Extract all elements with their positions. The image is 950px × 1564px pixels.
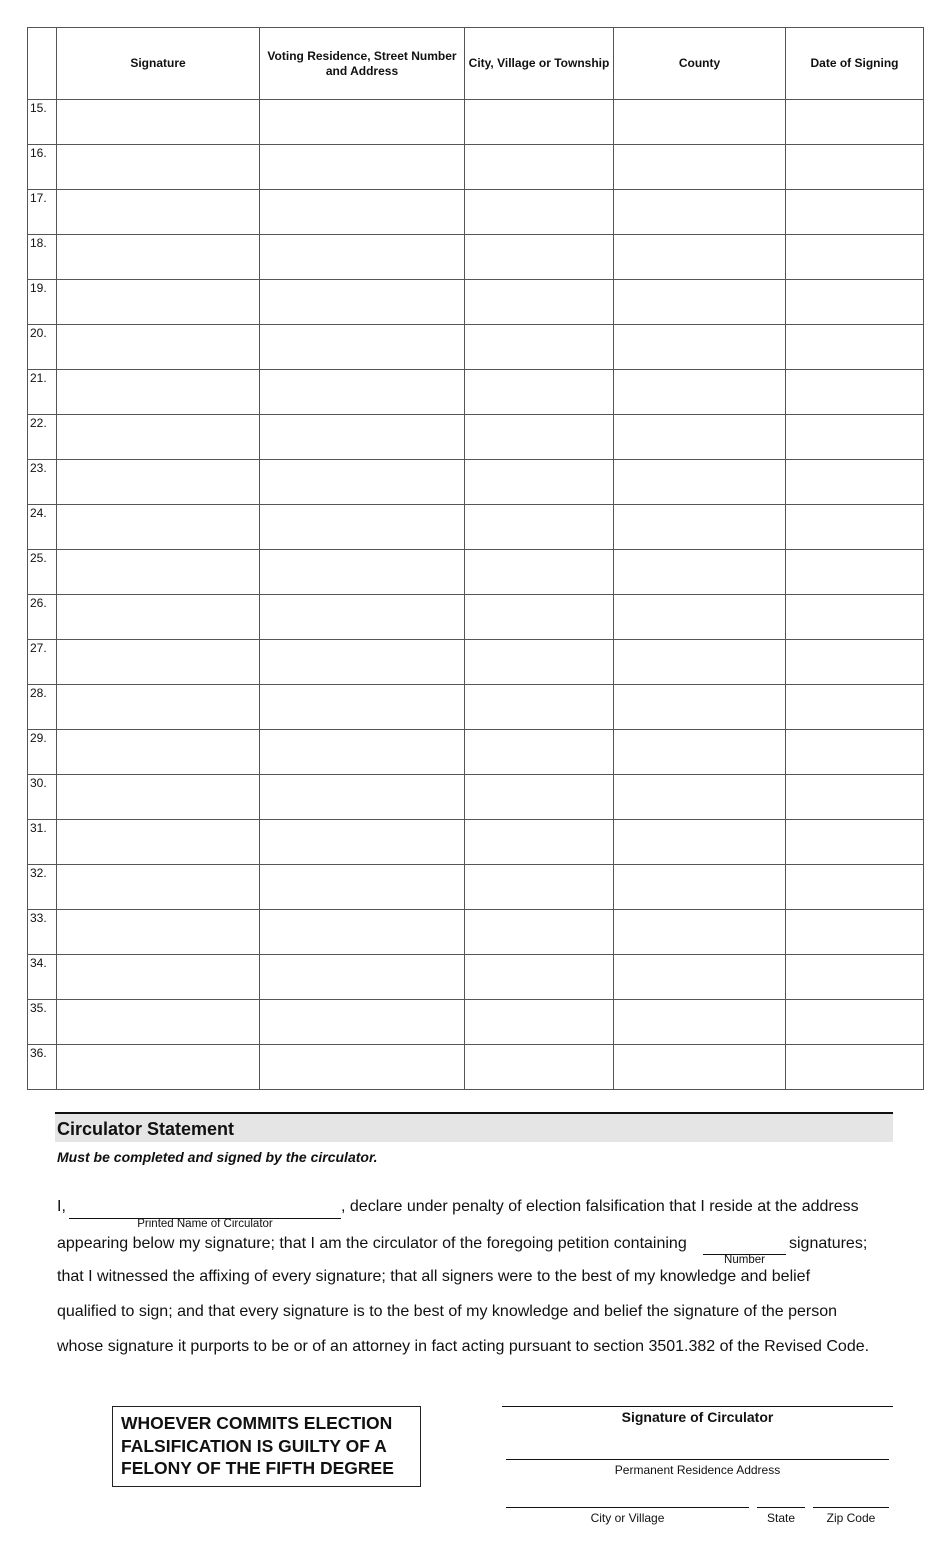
row-number: 25. <box>28 550 57 595</box>
county-cell[interactable] <box>614 1000 786 1045</box>
row-number: 23. <box>28 460 57 505</box>
county-cell[interactable] <box>614 595 786 640</box>
signature-cell[interactable] <box>57 775 260 820</box>
table-row <box>28 730 924 775</box>
date-of-signing-cell[interactable] <box>786 280 924 325</box>
signature-cell[interactable] <box>57 325 260 370</box>
city-village-township-cell[interactable] <box>465 145 614 190</box>
voting-residence-cell[interactable] <box>260 145 465 190</box>
date-of-signing-cell[interactable] <box>786 955 924 1000</box>
voting-residence-cell[interactable] <box>260 1000 465 1045</box>
city-village-township-cell[interactable] <box>465 640 614 685</box>
row-number: 35. <box>28 1000 57 1045</box>
table-row <box>28 550 924 595</box>
circulator-signature-line[interactable] <box>502 1406 893 1407</box>
signature-cell[interactable] <box>57 595 260 640</box>
city-village-township-cell[interactable] <box>465 1000 614 1045</box>
signature-cell[interactable] <box>57 370 260 415</box>
voting-residence-cell[interactable] <box>260 685 465 730</box>
table-row <box>28 955 924 1000</box>
county-cell[interactable] <box>614 1045 786 1090</box>
date-of-signing-cell[interactable] <box>786 235 924 280</box>
signature-cell[interactable] <box>57 280 260 325</box>
city-village-township-cell[interactable] <box>465 775 614 820</box>
row-number: 16. <box>28 145 57 190</box>
row-number: 27. <box>28 640 57 685</box>
voting-residence-cell[interactable] <box>260 325 465 370</box>
signature-cell[interactable] <box>57 640 260 685</box>
voting-residence-cell[interactable] <box>260 865 465 910</box>
row-number: 34. <box>28 955 57 1000</box>
circulator-statement-section <box>55 1112 893 1165</box>
row-number: 15. <box>28 100 57 145</box>
voting-residence-cell[interactable] <box>260 820 465 865</box>
table-row <box>28 370 924 415</box>
city-village-township-cell[interactable] <box>465 550 614 595</box>
date-of-signing-cell[interactable] <box>786 820 924 865</box>
signature-cell[interactable] <box>57 100 260 145</box>
date-of-signing-cell[interactable] <box>786 145 924 190</box>
signature-cell[interactable] <box>57 1045 260 1090</box>
signature-cell[interactable] <box>57 190 260 235</box>
city-village-township-cell[interactable] <box>465 685 614 730</box>
county-cell[interactable] <box>614 955 786 1000</box>
signature-cell[interactable] <box>57 685 260 730</box>
state-label: State <box>766 1511 796 1525</box>
city-village-township-cell[interactable] <box>465 730 614 775</box>
header-county: County <box>614 28 786 100</box>
county-cell[interactable] <box>614 775 786 820</box>
row-number: 30. <box>28 775 57 820</box>
county-cell[interactable] <box>614 100 786 145</box>
date-of-signing-cell[interactable] <box>786 325 924 370</box>
date-of-signing-cell[interactable] <box>786 775 924 820</box>
row-number: 21. <box>28 370 57 415</box>
county-cell[interactable] <box>614 460 786 505</box>
voting-residence-cell[interactable] <box>260 730 465 775</box>
table-row <box>28 415 924 460</box>
county-cell[interactable] <box>614 415 786 460</box>
county-cell[interactable] <box>614 820 786 865</box>
zip-code-label: Zip Code <box>826 1511 876 1525</box>
table-row <box>28 325 924 370</box>
table-row <box>28 865 924 910</box>
county-cell[interactable] <box>614 370 786 415</box>
county-cell[interactable] <box>614 550 786 595</box>
signature-cell[interactable] <box>57 910 260 955</box>
row-number: 24. <box>28 505 57 550</box>
county-cell[interactable] <box>614 910 786 955</box>
printed-name-field[interactable] <box>69 1200 341 1219</box>
signature-cell[interactable] <box>57 865 260 910</box>
statement-line1-suffix: , declare under penalty of election falsification that I reside at the address <box>341 1198 859 1215</box>
county-cell[interactable] <box>614 145 786 190</box>
statement-line2-prefix: appearing below my signature; that I am the circulator of the foregoing petition containing <box>57 1235 687 1252</box>
row-number: 32. <box>28 865 57 910</box>
header-date-of-signing: Date of Signing <box>786 28 924 100</box>
date-of-signing-cell[interactable] <box>786 505 924 550</box>
table-row <box>28 910 924 955</box>
signature-cell[interactable] <box>57 550 260 595</box>
header-city-village-township: City, Village or Township <box>465 28 614 100</box>
city-village-township-cell[interactable] <box>465 595 614 640</box>
signature-cell[interactable] <box>57 235 260 280</box>
circulator-statement-heading: Circulator Statement <box>55 1112 893 1142</box>
voting-residence-cell[interactable] <box>260 550 465 595</box>
county-cell[interactable] <box>614 325 786 370</box>
county-cell[interactable] <box>614 505 786 550</box>
voting-residence-cell[interactable] <box>260 280 465 325</box>
row-number: 28. <box>28 685 57 730</box>
table-row <box>28 820 924 865</box>
voting-residence-cell[interactable] <box>260 1045 465 1090</box>
row-number: 18. <box>28 235 57 280</box>
residence-address-line[interactable] <box>506 1459 889 1460</box>
date-of-signing-cell[interactable] <box>786 730 924 775</box>
row-number: 26. <box>28 595 57 640</box>
signature-cell[interactable] <box>57 1000 260 1045</box>
table-row <box>28 640 924 685</box>
city-village-township-cell[interactable] <box>465 865 614 910</box>
printed-name-label: Printed Name of Circulator <box>137 1218 273 1230</box>
row-number: 20. <box>28 325 57 370</box>
city-village-township-cell[interactable] <box>465 235 614 280</box>
date-of-signing-cell[interactable] <box>786 100 924 145</box>
date-of-signing-cell[interactable] <box>786 595 924 640</box>
date-of-signing-cell[interactable] <box>786 1000 924 1045</box>
voting-residence-cell[interactable] <box>260 415 465 460</box>
election-falsification-warning-text: WHOEVER COMMITS ELECTION FALSIFICATION IS GUILTY OF A FELONY OF THE FIFTH DEGREE <box>121 1413 394 1478</box>
date-of-signing-cell[interactable] <box>786 190 924 235</box>
city-village-township-cell[interactable] <box>465 415 614 460</box>
voting-residence-cell[interactable] <box>260 100 465 145</box>
voting-residence-cell[interactable] <box>260 505 465 550</box>
row-number: 19. <box>28 280 57 325</box>
date-of-signing-cell[interactable] <box>786 865 924 910</box>
city-village-township-cell[interactable] <box>465 190 614 235</box>
header-signature: Signature <box>57 28 260 100</box>
table-row <box>28 505 924 550</box>
row-number: 31. <box>28 820 57 865</box>
table-row <box>28 460 924 505</box>
date-of-signing-cell[interactable] <box>786 685 924 730</box>
signature-of-circulator-label: Signature of Circulator <box>621 1409 774 1425</box>
voting-residence-cell[interactable] <box>260 595 465 640</box>
signature-cell[interactable] <box>57 955 260 1000</box>
statement-line5: whose signature it purports to be or of an attorney in fact acting pursuant to section 3501.382 of the Revised Code. <box>57 1338 870 1355</box>
voting-residence-cell[interactable] <box>260 370 465 415</box>
city-village-line[interactable] <box>506 1507 749 1508</box>
number-label: Number <box>724 1254 765 1266</box>
voting-residence-cell[interactable] <box>260 775 465 820</box>
row-number: 29. <box>28 730 57 775</box>
city-village-township-cell[interactable] <box>465 280 614 325</box>
zip-code-line[interactable] <box>813 1507 889 1508</box>
voting-residence-cell[interactable] <box>260 910 465 955</box>
table-header-row <box>28 28 924 100</box>
header-voting-residence: Voting Residence, Street Number and Address <box>260 28 465 100</box>
signature-table <box>27 27 924 1090</box>
residence-address-label: Permanent Residence Address <box>614 1463 781 1477</box>
voting-residence-cell[interactable] <box>260 235 465 280</box>
city-village-township-cell[interactable] <box>465 820 614 865</box>
signature-cell[interactable] <box>57 145 260 190</box>
county-cell[interactable] <box>614 235 786 280</box>
row-number: 36. <box>28 1045 57 1090</box>
city-village-township-cell[interactable] <box>465 100 614 145</box>
statement-line1-prefix: I, <box>57 1198 66 1215</box>
date-of-signing-cell[interactable] <box>786 550 924 595</box>
signature-cell[interactable] <box>57 820 260 865</box>
county-cell[interactable] <box>614 730 786 775</box>
county-cell[interactable] <box>614 865 786 910</box>
date-of-signing-cell[interactable] <box>786 1045 924 1090</box>
county-cell[interactable] <box>614 685 786 730</box>
voting-residence-cell[interactable] <box>260 640 465 685</box>
city-village-township-cell[interactable] <box>465 325 614 370</box>
city-village-township-cell[interactable] <box>465 955 614 1000</box>
row-number: 33. <box>28 910 57 955</box>
county-cell[interactable] <box>614 640 786 685</box>
county-cell[interactable] <box>614 190 786 235</box>
header-number <box>28 28 57 100</box>
row-number: 17. <box>28 190 57 235</box>
state-line[interactable] <box>757 1507 805 1508</box>
table-row <box>28 190 924 235</box>
city-village-township-cell[interactable] <box>465 1045 614 1090</box>
city-village-township-cell[interactable] <box>465 460 614 505</box>
signature-cell[interactable] <box>57 505 260 550</box>
statement-line3: that I witnessed the affixing of every signature; that all signers were to the best of my knowledge and belief <box>57 1268 811 1285</box>
city-village-township-cell[interactable] <box>465 505 614 550</box>
signature-table-body <box>28 100 924 1090</box>
voting-residence-cell[interactable] <box>260 955 465 1000</box>
date-of-signing-cell[interactable] <box>786 370 924 415</box>
city-village-label: City or Village <box>590 1511 665 1525</box>
date-of-signing-cell[interactable] <box>786 460 924 505</box>
city-village-township-cell[interactable] <box>465 910 614 955</box>
statement-line2-suffix: signatures; <box>789 1235 868 1252</box>
voting-residence-cell[interactable] <box>260 460 465 505</box>
table-row <box>28 1000 924 1045</box>
circulator-statement-subheading: Must be completed and signed by the circulator. <box>57 1149 378 1165</box>
table-row <box>28 100 924 145</box>
table-row <box>28 1045 924 1090</box>
city-village-township-cell[interactable] <box>465 370 614 415</box>
date-of-signing-cell[interactable] <box>786 640 924 685</box>
signature-cell[interactable] <box>57 415 260 460</box>
table-row <box>28 595 924 640</box>
table-row <box>28 685 924 730</box>
signature-count-field[interactable] <box>703 1237 786 1255</box>
county-cell[interactable] <box>614 280 786 325</box>
signature-cell[interactable] <box>57 730 260 775</box>
table-row <box>28 280 924 325</box>
signature-cell[interactable] <box>57 460 260 505</box>
statement-line4: qualified to sign; and that every signature is to the best of my knowledge and belief the signature of the person <box>57 1303 838 1320</box>
date-of-signing-cell[interactable] <box>786 910 924 955</box>
table-row <box>28 775 924 820</box>
voting-residence-cell[interactable] <box>260 190 465 235</box>
row-number: 22. <box>28 415 57 460</box>
election-falsification-warning-box <box>112 1406 421 1487</box>
table-row <box>28 235 924 280</box>
table-row <box>28 145 924 190</box>
date-of-signing-cell[interactable] <box>786 415 924 460</box>
